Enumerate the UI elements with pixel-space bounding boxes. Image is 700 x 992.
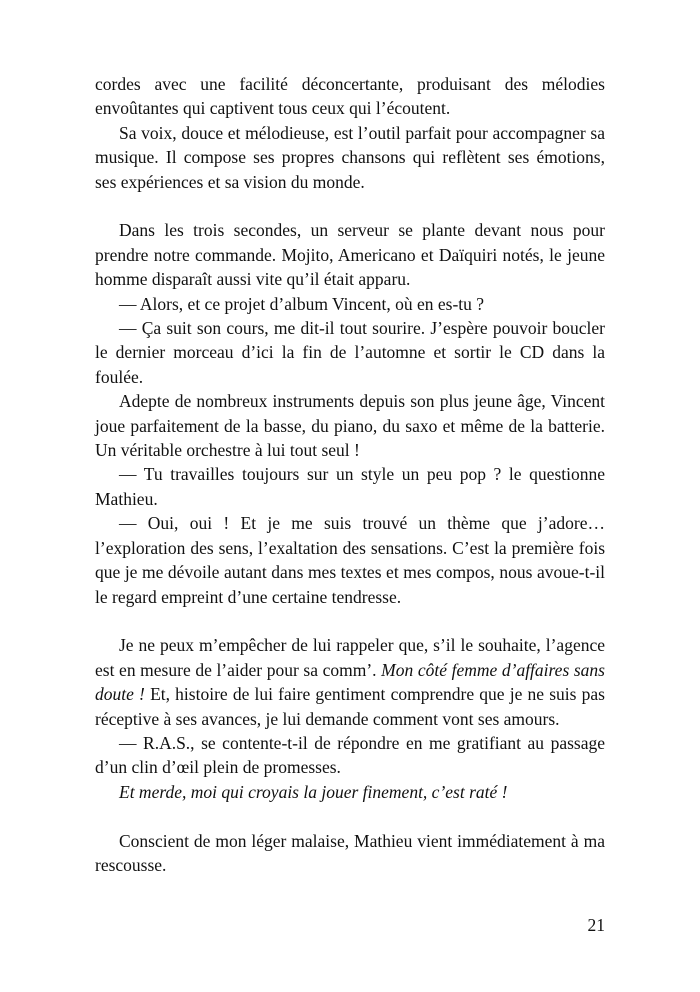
paragraph-4: Adepte de nombreux instruments depuis son plus jeune âge, Vincent joue parfaitement de la basse, du piano, du saxo et même de la batterie. Un véritable orchestre à lui tout seul ! xyxy=(95,391,605,461)
dialogue-line-5: — R.A.S., se contente-t-il de répondre en me gratifiant au passage d’un clin d’œil plein de promesses. xyxy=(95,732,605,778)
paragraph-1: cordes avec une facilité déconcertante, produisant des mélodies envoûtantes qui captivent tous ceux qui l’écoutent. xyxy=(95,74,605,119)
dialogue-line-4: — Oui, oui ! Et je me suis trouvé un thème que j’adore… l’exploration des sens, l’exaltation des sensations. C’est la première fois que je me dévoile autant dans mes textes et mes compos, nous avoue-t-il le regard empreint d’une certaine tendresse. xyxy=(95,513,605,607)
dialogue-line-1: — Alors, et ce projet d’album Vincent, où en es-tu ? xyxy=(119,293,485,314)
dialogue-line-2: — Ça suit son cours, me dit-il tout sourire. J’espère pouvoir boucler le dernier morceau d’ici la fin de l’automne et sortir le CD dans la foulée. xyxy=(95,318,605,387)
body-text xyxy=(95,72,605,877)
paragraph-6: Conscient de mon léger malaise, Mathieu vient immédiatement à ma rescousse. xyxy=(95,830,605,875)
paragraph-3: Dans les trois secondes, un serveur se plante devant nous pour prendre notre commande. Mojito, Americano et Daïquiri notés, le jeune homme disparaît aussi vite qu’il était apparu. xyxy=(95,220,605,290)
italic-paragraph: Et merde, moi qui croyais la jouer finement, c’est raté ! xyxy=(119,781,508,802)
dialogue-line-3: — Tu travailles toujours sur un style un peu pop ? le questionne Mathieu. xyxy=(95,464,605,509)
paragraph-5: Je ne peux m’empêcher de lui rappeler que, s’il le souhaite, l’agence est en mesure de l’aider pour sa comm’. Mon côté femme d’affaires sans doute ! Et, histoire de lui faire gentiment comprendre que je ne suis pas réceptive à ses avances, je lui demande comment vont ses amours. xyxy=(95,635,605,729)
paragraph-2: Sa voix, douce et mélodieuse, est l’outil parfait pour accompagner sa musique. Il compose ses propres chansons qui reflètent ses émotions, ses expériences et sa vision du monde. xyxy=(95,122,605,192)
italic-thought: Mon côté femme d’affaires sans doute ! xyxy=(95,659,605,705)
page-number: 21 xyxy=(587,915,605,935)
